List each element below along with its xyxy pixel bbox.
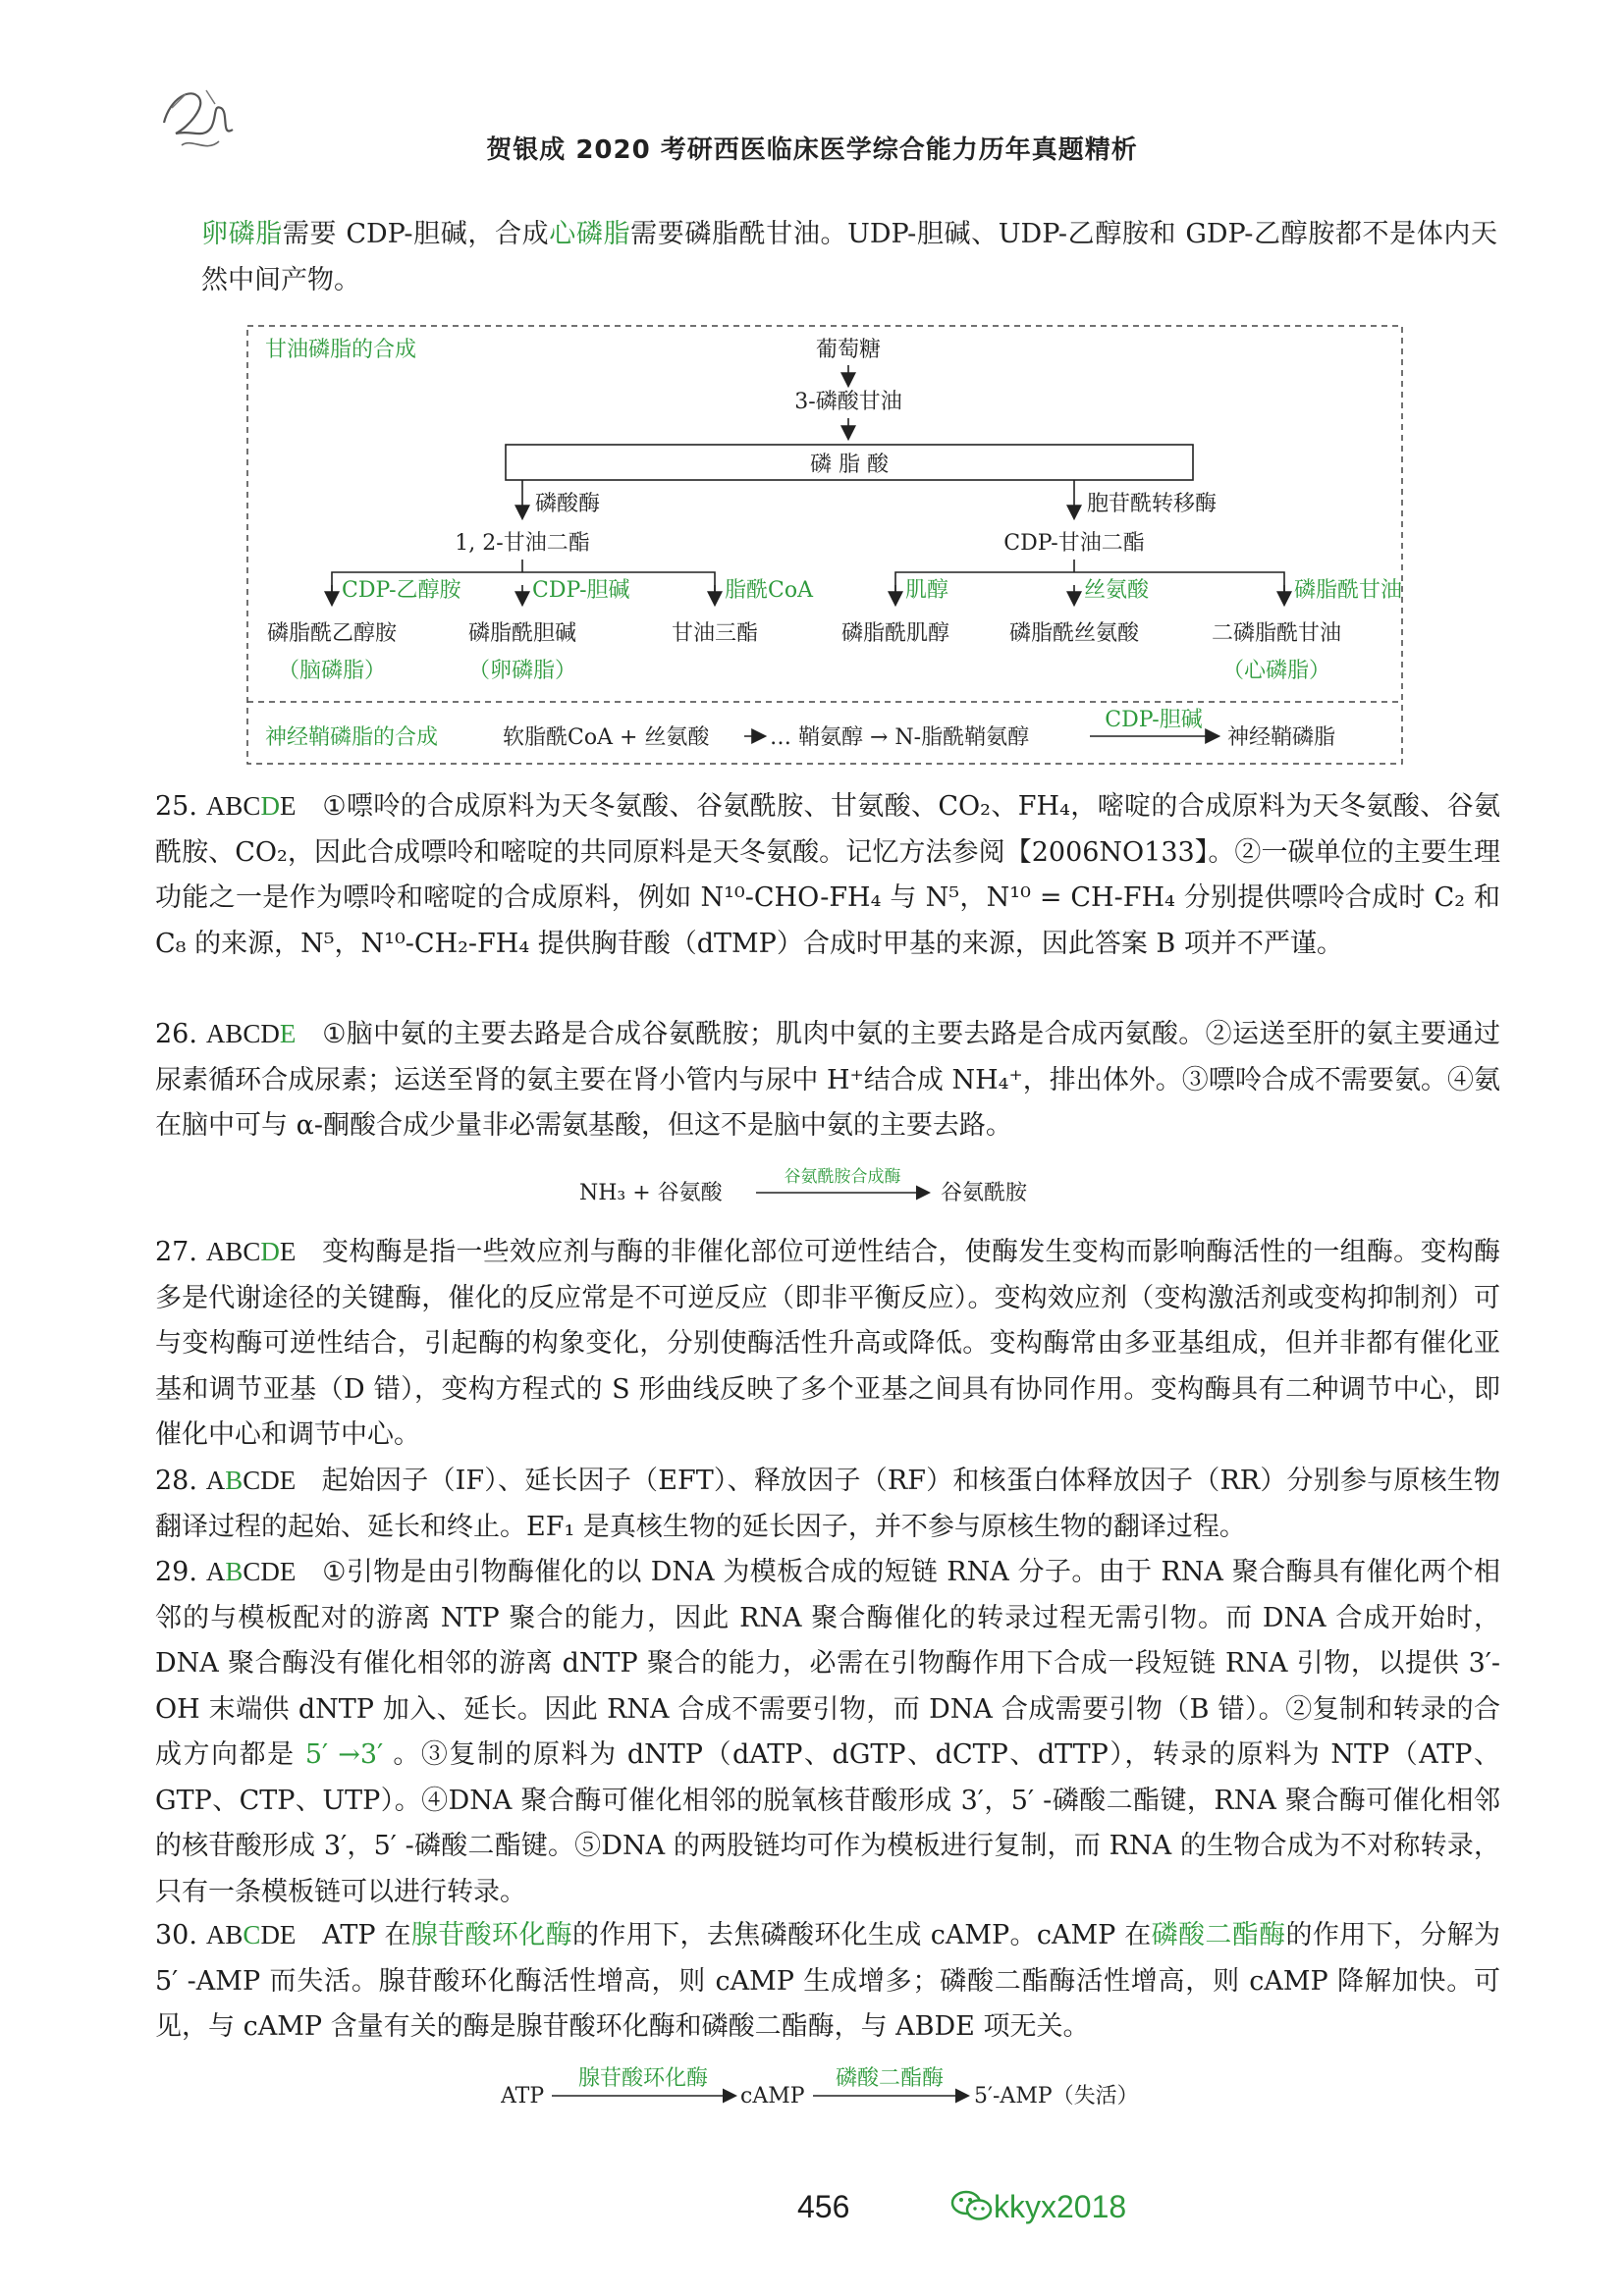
question-26 <box>155 1011 1500 1149</box>
highlight-lecithin: 卵磷脂 <box>201 219 283 249</box>
q28-number: 28. <box>155 1466 197 1496</box>
q29-options: ABCDE <box>205 1557 297 1586</box>
reagent-cdp-ethanolamine: CDP-乙醇胺 <box>342 578 461 603</box>
page-header-title: 贺银成 2020 考研西医临床医学综合能力历年真题精析 <box>486 135 1138 165</box>
q30-text-1: ATP 在 <box>322 1920 411 1950</box>
ammonia-glutamine-equation <box>579 1158 1090 1213</box>
q27-options: ABCDE <box>205 1237 297 1266</box>
q28-answer: B <box>225 1466 244 1495</box>
eq30-camp: cAMP <box>740 2084 805 2109</box>
eq26-left: NH₃ + 谷氨酸 <box>579 1181 723 1205</box>
eq30-atp: ATP <box>501 2084 545 2109</box>
q29-answer: B <box>225 1557 244 1586</box>
q27-number: 27. <box>155 1237 197 1267</box>
page-number: 456 <box>797 2189 850 2224</box>
question-28 <box>155 1458 1500 1550</box>
question-27 <box>155 1229 1500 1459</box>
eq26-enzyme: 谷氨酰胺合成酶 <box>784 1167 901 1187</box>
section-title-sphingomyelin: 神经鞘磷脂的合成 <box>265 725 439 750</box>
camp-equation <box>501 2061 1149 2116</box>
product-cardiolipin: 二磷脂酰甘油 <box>1211 621 1342 646</box>
intro-text-2: 需要磷脂酰甘油。UDP-胆碱、UDP-乙醇胺和 GDP-乙醇胺都不是体内天然中间产物。 <box>201 219 1497 295</box>
highlight-cardiolipin: 心磷脂 <box>549 219 631 249</box>
q26-number: 26. <box>155 1019 197 1049</box>
reagent-cdp-choline: CDP-胆碱 <box>532 578 630 603</box>
phospholipid-synthesis-diagram <box>245 324 1404 766</box>
reagent-phosphatidylglycerol: 磷脂酰甘油 <box>1294 578 1403 603</box>
intro-paragraph <box>201 211 1497 303</box>
note-cardiolipin: （心磷脂） <box>1221 659 1331 683</box>
node-glucose: 葡萄糖 <box>815 338 882 362</box>
q30-highlight-phosphodiesterase: 磷酸二酯酶 <box>1151 1920 1286 1950</box>
enzyme-cytidylyltransferase: 胞苷酰转移酶 <box>1087 492 1218 516</box>
note-cephalin: （脑磷脂） <box>277 659 387 683</box>
enzyme-phosphatase: 磷酸酶 <box>535 492 601 516</box>
wechat-id: kkyx2018 <box>994 2189 1127 2224</box>
q29-explanation-b: 。③复制的原料为 dNTP（dATP、dGTP、dCTP、dTTP），转录的原料为 NTP（ATP、GTP、CTP、UTP）。④DNA 聚合酶可催化相邻的脱氧核苷酸形成 3′，5′ -磷酸二酯键，RNA 聚合酶可催化相邻的核苷酸形成 3′，5′ -磷酸二酯键。⑤DNA 的两股链均可作为模板进行复制，而 RNA 的生物合成为不对称转录，只有一条模板链可以进行转录。 <box>155 1739 1500 1907</box>
question-25 <box>155 783 1500 967</box>
node-diacylglycerol: 1, 2-甘油二酯 <box>455 531 590 556</box>
q26-options: ABCDE <box>205 1019 297 1048</box>
q28-explanation: 起始因子（IF）、延长因子（EFT）、释放因子（RF）和核蛋白体释放因子（RR）分别参与原核生物翻译过程的起始、延长和终止。EF₁ 是真核生物的延长因子，并不参与原核生物的翻译过程。 <box>155 1466 1500 1542</box>
product-ps: 磷脂酰丝氨酸 <box>1008 621 1140 646</box>
intro-text-1: 需要 CDP-胆碱，合成 <box>282 219 550 249</box>
q25-explanation: ①嘌呤的合成原料为天冬氨酸、谷氨酰胺、甘氨酸、CO₂、FH₄，嘧啶的合成原料为天冬氨酸、谷氨酰胺、CO₂，因此合成嘌呤和嘧啶的共同原料是天冬氨酸。记忆方法参阅【2006NO133】。②一碳单位的主要生理功能之一是作为嘌呤和嘧啶的合成原料，例如 N¹⁰-CHO-FH₄ 与 N⁵，N¹⁰ = CH-FH₄ 分别提供嘌呤合成时 C₂ 和 C₈ 的来源，N⁵，N¹⁰-CH₂-FH₄ 提供胸苷酸（dTMP）合成时甲基的来源，因此答案 B 项并不严谨。 <box>155 791 1500 959</box>
note-lecithin: （卵磷脂） <box>467 659 577 683</box>
node-3-phosphoglycerol: 3-磷酸甘油 <box>794 390 902 414</box>
q25-number: 25. <box>155 791 197 822</box>
reagent-inositol: 肌醇 <box>905 578 949 603</box>
node-cdp-diacylglycerol: CDP-甘油二酯 <box>1003 531 1145 556</box>
q30-answer: C <box>243 1920 261 1949</box>
q30-highlight-adenylate-cyclase: 腺苷酸环化酶 <box>410 1920 573 1950</box>
question-29 <box>155 1549 1500 1915</box>
q29-direction-highlight: 5′ →3′ <box>295 1739 394 1770</box>
sphingo-end: 神经鞘磷脂 <box>1227 725 1336 750</box>
eq26-right: 谷氨酰胺 <box>941 1181 1028 1205</box>
wechat-watermark <box>950 2189 1126 2225</box>
sphingo-middle: … 鞘氨醇 → N-脂酰鞘氨醇 <box>770 725 1030 750</box>
eq30-enzyme-1: 腺苷酸环化酶 <box>577 2066 709 2091</box>
reagent-acyl-coa: 脂酰CoA <box>725 578 813 603</box>
q30-number: 30. <box>155 1920 197 1950</box>
sphingo-start: 软脂酰CoA + 丝氨酸 <box>503 725 710 750</box>
q26-explanation: ①脑中氨的主要去路是合成谷氨酰胺；肌肉中氨的主要去路是合成丙氨酸。②运送至肝的氨主要通过尿素循环合成尿素；运送至肾的氨主要在肾小管内与尿中 H⁺结合成 NH₄⁺，排出体外。③嘌呤合成不需要氨。④氨在脑中可与 α-酮酸合成少量非必需氨基酸，但这不是脑中氨的主要去路。 <box>155 1019 1501 1141</box>
q25-options: ABCDE <box>205 791 297 821</box>
q30-text-2: 的作用下，去焦磷酸环化生成 cAMP。cAMP 在 <box>572 1920 1152 1950</box>
q29-explanation-a: ①引物是由引物酶催化的以 DNA 为模板合成的短链 RNA 分子。由于 RNA 聚合酶具有催化两个相邻的与模板配对的游离 NTP 聚合的能力，因此 RNA 聚合酶催化的转录过程无需引物。而 DNA 合成开始时，DNA 聚合酶没有催化相邻的游离 dNTP 聚合的能力，必需在引物酶作用下合成一段短链 RNA 引物，以提供 3′-OH 末端供 dNTP 加入、延长。因此 RNA 合成不需要引物，而 DNA 合成需要引物（B 错）。②复制和转录的合成方向都是 <box>155 1557 1500 1770</box>
q26-answer: E <box>279 1019 297 1048</box>
eq30-enzyme-2: 磷酸二酯酶 <box>835 2066 945 2091</box>
question-30 <box>155 1912 1500 2051</box>
product-pe: 磷脂酰乙醇胺 <box>266 621 398 646</box>
sphingo-enzyme: CDP-胆碱 <box>1105 708 1203 732</box>
eq30-end: 5′-AMP（失活） <box>974 2084 1139 2109</box>
q27-answer: D <box>260 1237 280 1266</box>
section-title-glycerophospholipid: 甘油磷脂的合成 <box>265 338 417 362</box>
wechat-icon <box>950 2189 994 2222</box>
q30-options: ABCDE <box>205 1920 297 1949</box>
reagent-serine: 丝氨酸 <box>1084 578 1150 603</box>
node-phosphatidic-acid: 磷 脂 酸 <box>810 453 889 477</box>
product-pi: 磷脂酰肌醇 <box>840 621 950 646</box>
product-triglyceride: 甘油三酯 <box>671 621 759 646</box>
q25-answer: D <box>260 791 280 821</box>
product-pc: 磷脂酰胆碱 <box>467 621 577 646</box>
q30-text-3: 的作用下，分解为 5′ -AMP 而失活。腺苷酸环化酶活性增高，则 cAMP 生成增多；磷酸二酯酶活性增高，则 cAMP 降解加快。可见，与 cAMP 含量有关的酶是腺苷酸环化酶和磷酸二酯酶，与 ABDE 项无关。 <box>155 1920 1501 2042</box>
q29-number: 29. <box>155 1557 197 1587</box>
q28-options: ABCDE <box>205 1466 297 1495</box>
q27-explanation: 变构酶是指一些效应剂与酶的非催化部位可逆性结合，使酶发生变构而影响酶活性的一组酶。变构酶多是代谢途径的关键酶，催化的反应常是不可逆反应（即非平衡反应）。变构效应剂（变构激活剂或变构抑制剂）可与变构酶可逆性结合，引起酶的构象变化，分别使酶活性升高或降低。变构酶常由多亚基组成，但并非都有催化亚基和调节亚基（D 错），变构方程式的 S 形曲线反映了多个亚基之间具有协同作用。变构酶具有二种调节中心，即催化中心和调节中心。 <box>155 1237 1501 1450</box>
